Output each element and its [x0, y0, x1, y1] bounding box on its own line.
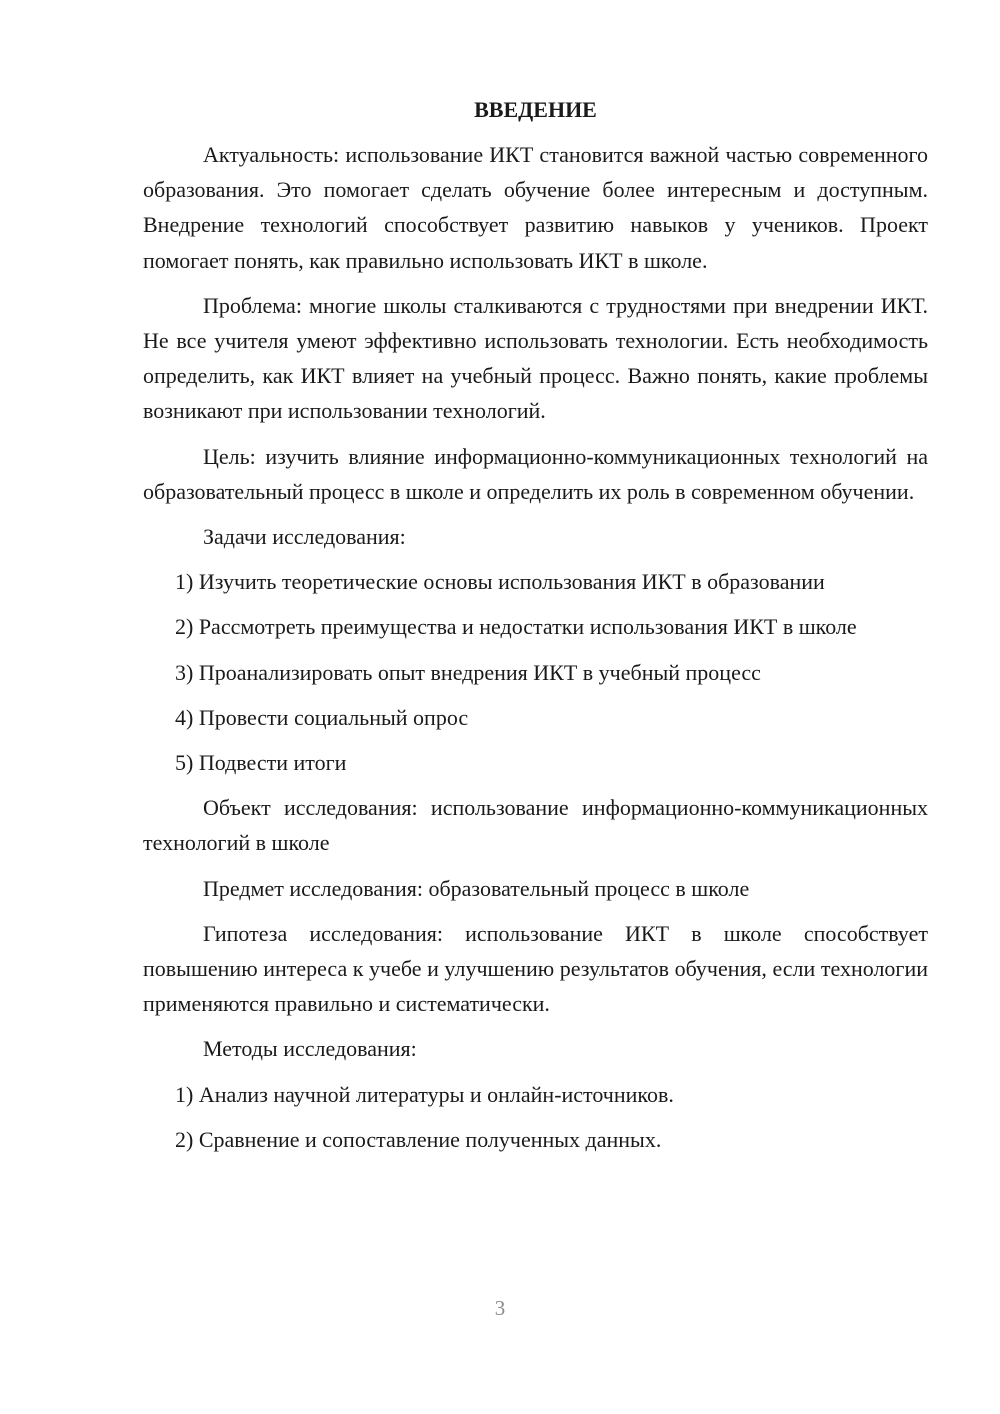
list-item: 1) Изучить теоретические основы использования ИКТ в образовании [175, 569, 825, 595]
paragraph-relevance: Актуальность: использование ИКТ становится важной частью современного образования. Это помогает сделать обучение более интересным и доступным. Внедрение технологий способствует развитию навыков у учеников. Проект помогает понять, как правильно использовать ИКТ в школе. [143, 142, 928, 273]
tasks-list [143, 564, 928, 780]
list-item: 2) Рассмотреть преимущества и недостатки использования ИКТ в школе [175, 614, 857, 640]
methods-label: Методы исследования: [203, 1036, 417, 1062]
paragraph-goal: Цель: изучить влияние информационно-коммуникационных технологий на образовательный процесс в школе и определить их роль в современном обучении. [143, 443, 928, 504]
paragraph-problem: Проблема: многие школы сталкиваются с трудностями при внедрении ИКТ. Не все учителя умеют эффективно использовать технологии. Есть необходимость определить, как ИКТ влияет на учебный процесс. Важно понять, какие проблемы возникают при использовании технологий. [143, 292, 928, 424]
paragraph-hypothesis: Гипотеза исследования: использование ИКТ в школе способствует повышению интереса к учебе и улучшению результатов обучения, если технологии применяются правильно и систематически. [143, 920, 928, 1017]
paragraph-object: Объект исследования: использование информационно-коммуникационных технологий в школе [143, 795, 928, 856]
list-item: 2) Сравнение и сопоставление полученных данных. [175, 1126, 662, 1152]
document-page [143, 92, 928, 1167]
list-item: 4) Провести социальный опрос [175, 704, 469, 730]
methods-list [143, 1077, 928, 1157]
section-heading: ВВЕДЕНИЕ [474, 97, 597, 122]
list-item: 5) Подвести итоги [175, 750, 347, 776]
tasks-label: Задачи исследования: [203, 524, 406, 550]
paragraph-subject: Предмет исследования: образовательный процесс в школе [203, 875, 750, 901]
page-number: 3 [494, 1296, 506, 1320]
list-item: 1) Анализ научной литературы и онлайн-источников. [175, 1081, 674, 1107]
list-item: 3) Проанализировать опыт внедрения ИКТ в учебный процесс [175, 659, 761, 685]
